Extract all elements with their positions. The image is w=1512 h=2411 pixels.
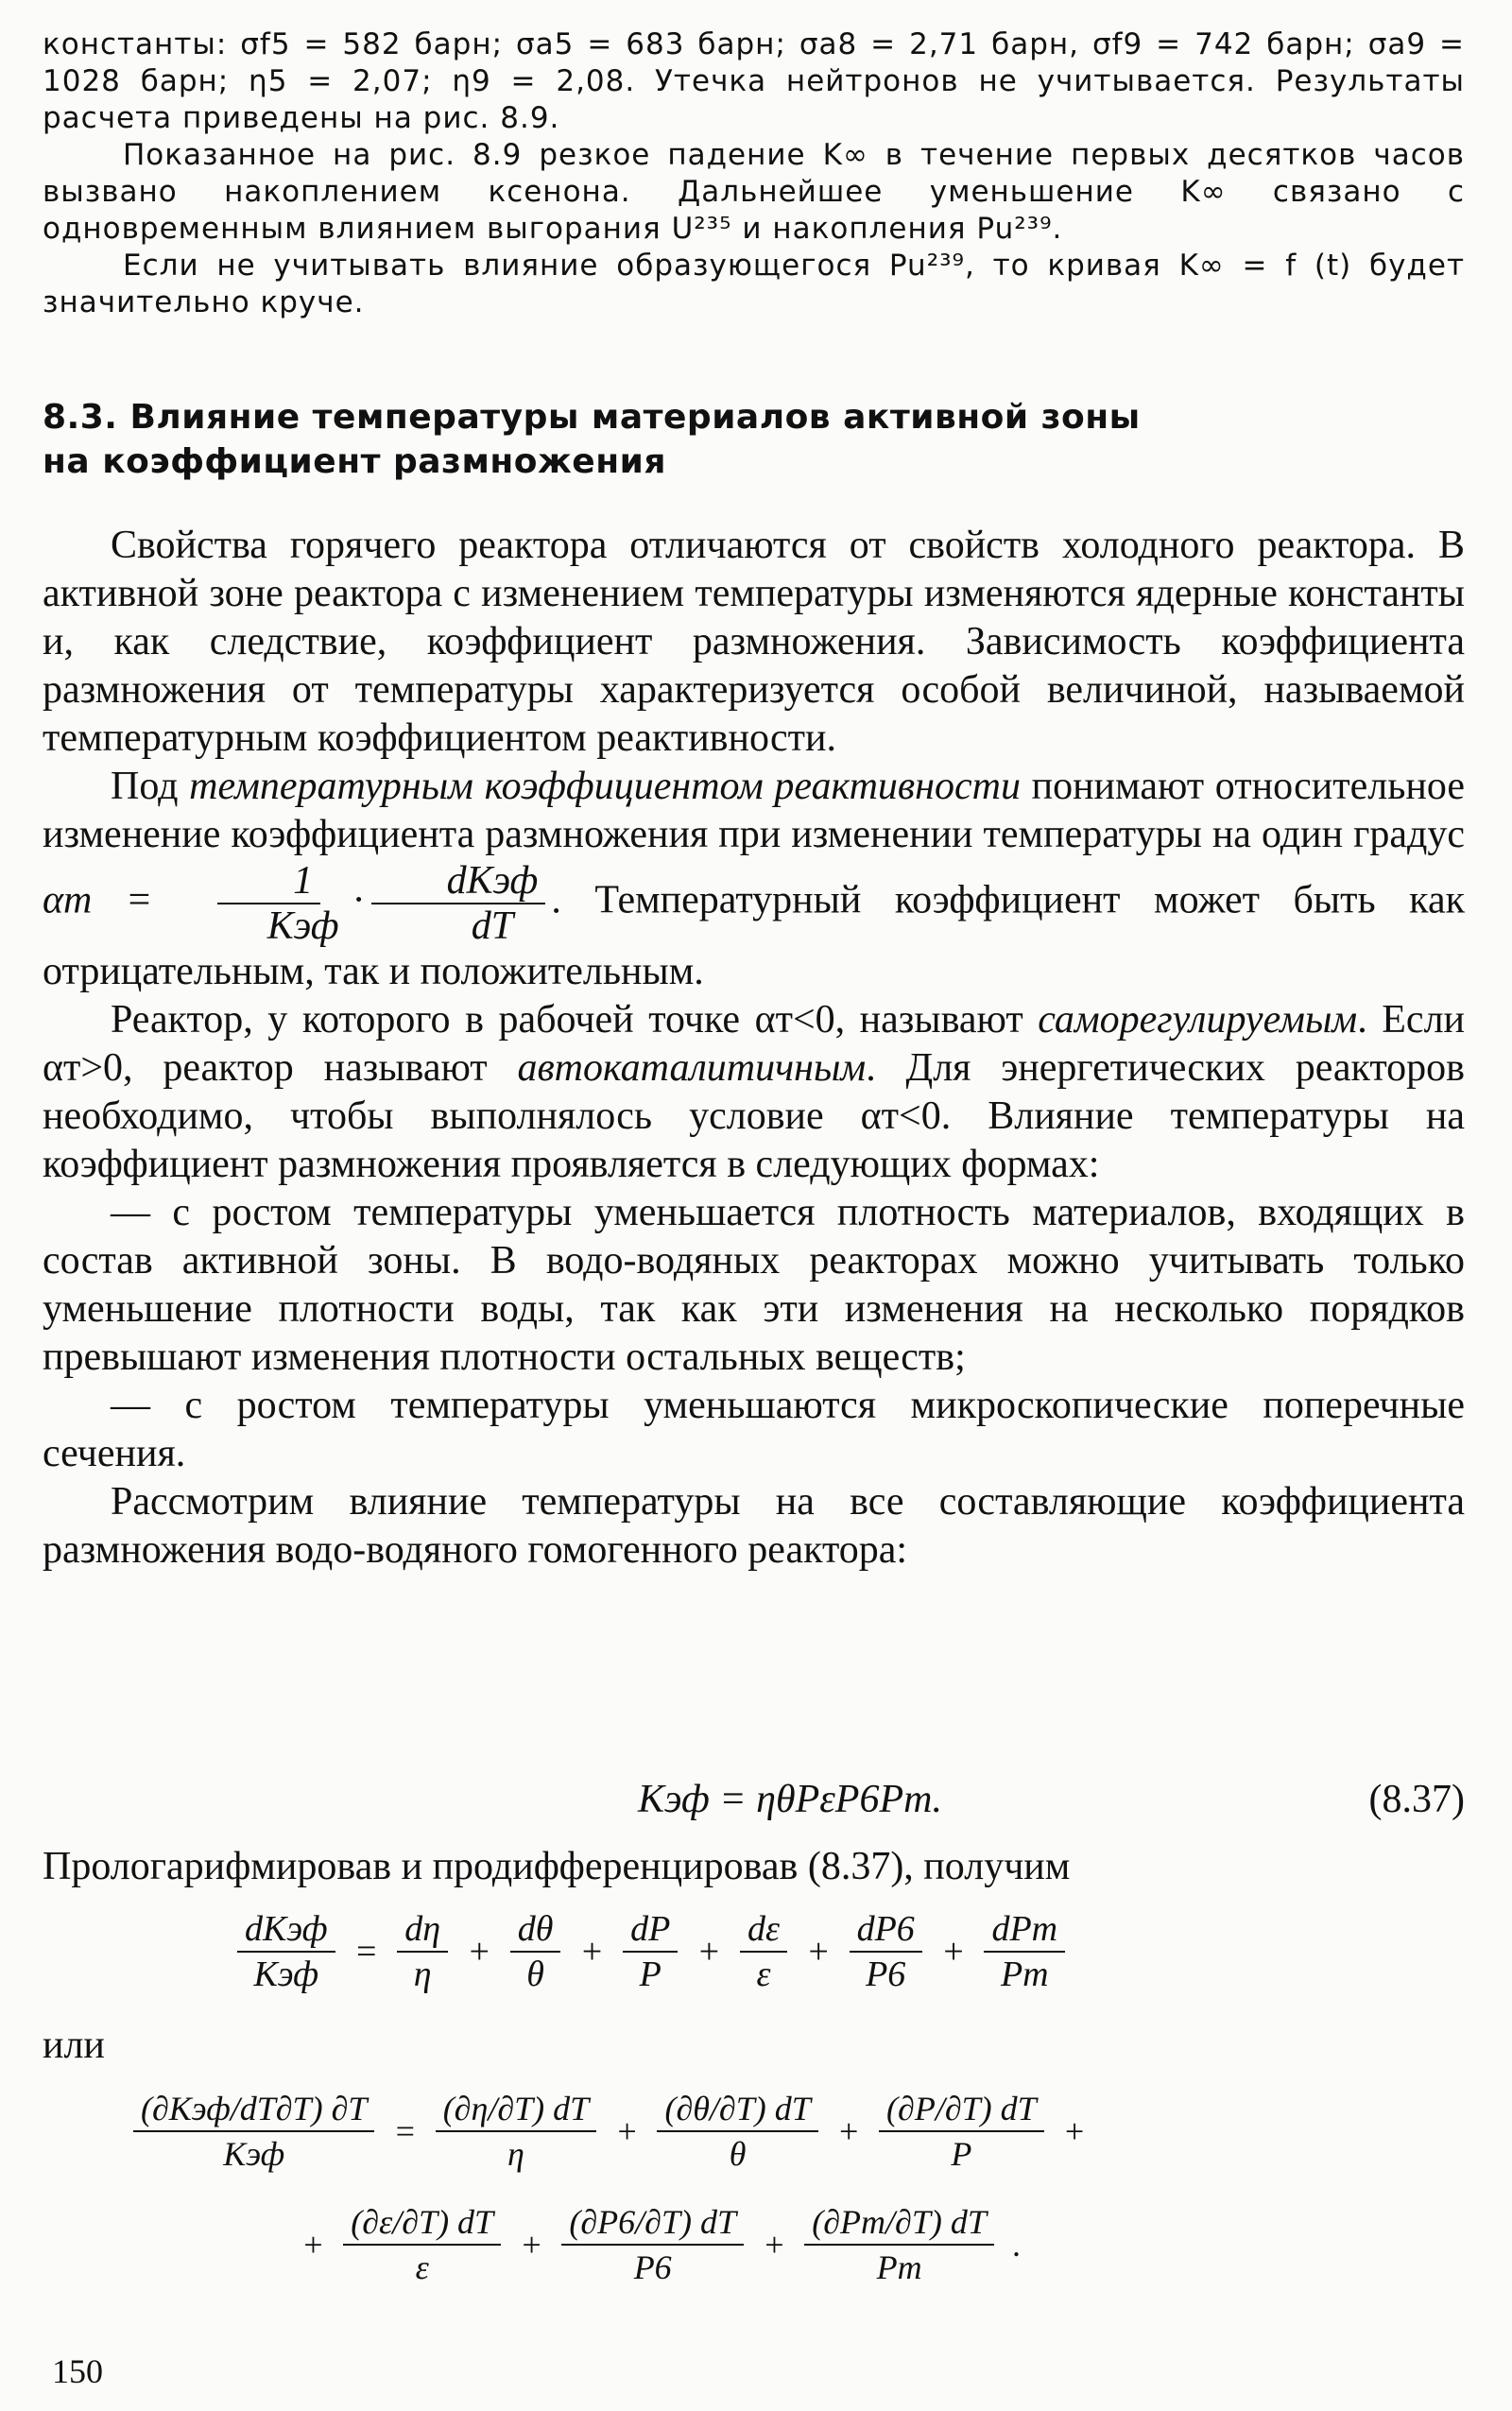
eq3-numerator: (∂Pm/∂T) dT <box>804 2200 994 2246</box>
formula-frac-1-num: 1 <box>217 859 320 904</box>
operator-sign: + <box>520 2226 543 2264</box>
operator-sign: + <box>836 2112 861 2150</box>
eq2-fraction <box>133 2087 374 2176</box>
equation-log-derivative <box>232 1900 1318 2004</box>
intro-paragraph-3: Если не учитывать влияние образующегося Pu²³⁹, то кривая K∞ = f (t) будет значительно круче. <box>43 249 1465 319</box>
eq1-denominator: θ <box>526 1955 544 1994</box>
eq3-denominator: P6 <box>633 2248 672 2286</box>
eq1-denominator: Kэф <box>253 1955 319 1994</box>
equation-8-37-formula: Kэф = ηθPεP6Pm. <box>638 1778 942 1821</box>
eq2-denominator: Kэф <box>223 2135 285 2173</box>
section-heading <box>43 395 1465 484</box>
body-text <box>43 522 1465 1575</box>
formula-frac-2-den: dT <box>471 904 514 948</box>
eq2-numerator: (∂Kэф/dT∂T) ∂T <box>133 2087 374 2132</box>
eq1-numerator: dP <box>623 1907 678 1953</box>
eq2-numerator: (∂P/∂T) dT <box>879 2087 1044 2132</box>
eq2-numerator: (∂θ/∂T) dT <box>657 2087 817 2132</box>
eq1-fraction <box>510 1907 561 1996</box>
formula-frac-1-den: Kэф <box>266 904 339 948</box>
eq1-fraction <box>623 1907 678 1996</box>
body-paragraph-6: Рассмотрим влияние температуры на все составляющие коэффициента размножения водо-водяного гомогенного реактора: <box>43 1480 1465 1572</box>
p3-c: . Для энергетических реакторов необходимо, чтобы выполнялось условие αт<0. Влияние температуры на коэффициент размножения проявляется в следующих формах: <box>43 1046 1465 1186</box>
section-heading-line-1: 8.3. Влияние температуры материалов активной зоны <box>43 398 1141 437</box>
body-paragraph-4: — с ростом температуры уменьшается плотность материалов, входящих в состав активной зоны. В водо-водяных реакторах можно учитывать только уменьшение плотности воды, так как эти изменения на несколько порядков превышают изменения плотности остальных веществ; <box>43 1191 1465 1379</box>
eq1-fraction <box>397 1907 448 1996</box>
operator-sign: = <box>353 1932 379 1972</box>
p2-mid: понимают относительное изменение коэффициента размножения при изменении температуры на один градус <box>43 765 1465 856</box>
eq3-numerator: (∂P6/∂T) dT <box>561 2200 744 2246</box>
formula-frac-2-num: dKэф <box>371 859 546 904</box>
eq2-denominator: η <box>507 2135 524 2173</box>
or-text: или <box>43 2024 105 2067</box>
eq2-fraction <box>879 2087 1044 2176</box>
eq3-fraction <box>343 2200 501 2289</box>
formula-frac-1 <box>192 859 347 948</box>
formula-alpha-lhs: αт = <box>43 878 153 922</box>
intro-paragraph-2: Показанное на рис. 8.9 резкое падение K∞ в течение первых десятков часов вызвано накоплением ксенона. Дальнейшее уменьшение K∞ связано с одновременным влиянием выгорания U²³⁵ и накопления Pu²³⁹. <box>43 138 1465 246</box>
eq1-denominator: P <box>639 1955 662 1994</box>
equation-partial-line-2 <box>288 2193 1328 2297</box>
equation-8-37 <box>43 1777 1465 1830</box>
equation-partial-line-1 <box>128 2079 1451 2183</box>
eq1-numerator: dP6 <box>850 1907 922 1953</box>
eq1-numerator: dθ <box>510 1907 561 1953</box>
prolog-text: Прологарифмировав и продифференцировав (8.37), получим <box>43 1845 1071 1888</box>
eq2-denominator: θ <box>729 2135 747 2173</box>
formula-frac-2 <box>371 859 546 948</box>
body-paragraph-1: Свойства горячего реактора отличаются от свойств холодного реактора. В активной зоне реактора с изменением температуры изменяются ядерные константы и, как следствие, коэффициент размножения. Зависимость коэффициента размножения от температуры характеризуется особой величиной, называемой температурным коэффициентом реактивности. <box>43 524 1465 760</box>
operator-sign: + <box>805 1932 831 1972</box>
operator-sign: + <box>467 1932 491 1972</box>
p2-start: Под <box>111 765 190 808</box>
body-paragraph-5: — с ростом температуры уменьшаются микроскопические поперечные сечения. <box>43 1384 1465 1475</box>
eq1-denominator: P6 <box>866 1955 906 1994</box>
term-temperature-coefficient: температурным коэффициентом реактивности <box>189 765 1021 808</box>
eq3-fraction <box>561 2200 744 2289</box>
eq1-fraction <box>740 1907 787 1996</box>
eq1-numerator: dη <box>397 1907 448 1953</box>
intro-paragraph-1: константы: σf5 = 582 барн; σa5 = 683 барн; σa8 = 2,71 барн, σf9 = 742 барн; σa9 = 1028 барн; η5 = 2,07; η9 = 2,08. Утечка нейтронов не учитывается. Результаты расчета приведены на рис. 8.9. <box>43 27 1465 135</box>
p2-after: Температурный коэффициент может быть как отрицательным, так и положительным. <box>43 878 1465 993</box>
eq1-fraction <box>237 1907 335 1996</box>
eq1-fraction <box>984 1907 1065 1996</box>
eq3-numerator: (∂ε/∂T) dT <box>343 2200 501 2246</box>
eq1-numerator: dε <box>740 1907 787 1953</box>
eq2-numerator: (∂η/∂T) dT <box>436 2087 596 2132</box>
operator-sign: + <box>579 1932 605 1972</box>
eq1-denominator: ε <box>756 1955 771 1994</box>
operator-sign: . <box>1012 2226 1022 2264</box>
eq3-fraction <box>804 2200 994 2289</box>
eq2-denominator: P <box>951 2135 972 2173</box>
operator-sign: = <box>393 2112 417 2150</box>
operator-sign: + <box>696 1932 721 1972</box>
eq1-fraction <box>850 1907 922 1996</box>
p3-a: Реактор, у которого в рабочей точке αт<0, называют <box>111 998 1039 1042</box>
eq1-denominator: η <box>413 1955 432 1994</box>
operator-sign: + <box>301 2226 325 2264</box>
operator-sign: + <box>615 2112 639 2150</box>
operator-sign: + <box>1062 2112 1086 2150</box>
eq2-fraction <box>436 2087 596 2176</box>
page-number: 150 <box>52 2352 103 2390</box>
eq2-fraction <box>657 2087 817 2176</box>
operator-sign: + <box>940 1932 966 1972</box>
body-paragraph-2: Под температурным коэффициентом реактивности понимают относительное изменение коэффициента размножения при изменении температуры на один градус αт = $\frac{1}{\text{Kэф}}$ · $\frac{\text{dKэф}}{dT}$ . Температурный коэффициент может быть как отрицательным, так и положительным. <box>43 765 1465 993</box>
intro-section <box>43 26 1465 321</box>
eq1-numerator: dKэф <box>237 1907 335 1953</box>
term-self-regulating: саморегулируемым <box>1038 998 1358 1042</box>
eq3-denominator: Pm <box>876 2248 922 2286</box>
body-paragraph-3 <box>43 996 1465 1189</box>
eq3-denominator: ε <box>415 2248 429 2286</box>
term-autocatalytic: автокаталитичным <box>517 1046 867 1090</box>
eq1-denominator: Pm <box>1000 1955 1049 1994</box>
operator-sign: + <box>762 2226 786 2264</box>
section-heading-line-2: на коэффициент размножения <box>43 442 666 481</box>
p3-b: . Если αт>0, реактор называют <box>43 998 1466 1090</box>
equation-8-37-label: (8.37) <box>1368 1778 1465 1821</box>
eq1-numerator: dPm <box>984 1907 1065 1953</box>
